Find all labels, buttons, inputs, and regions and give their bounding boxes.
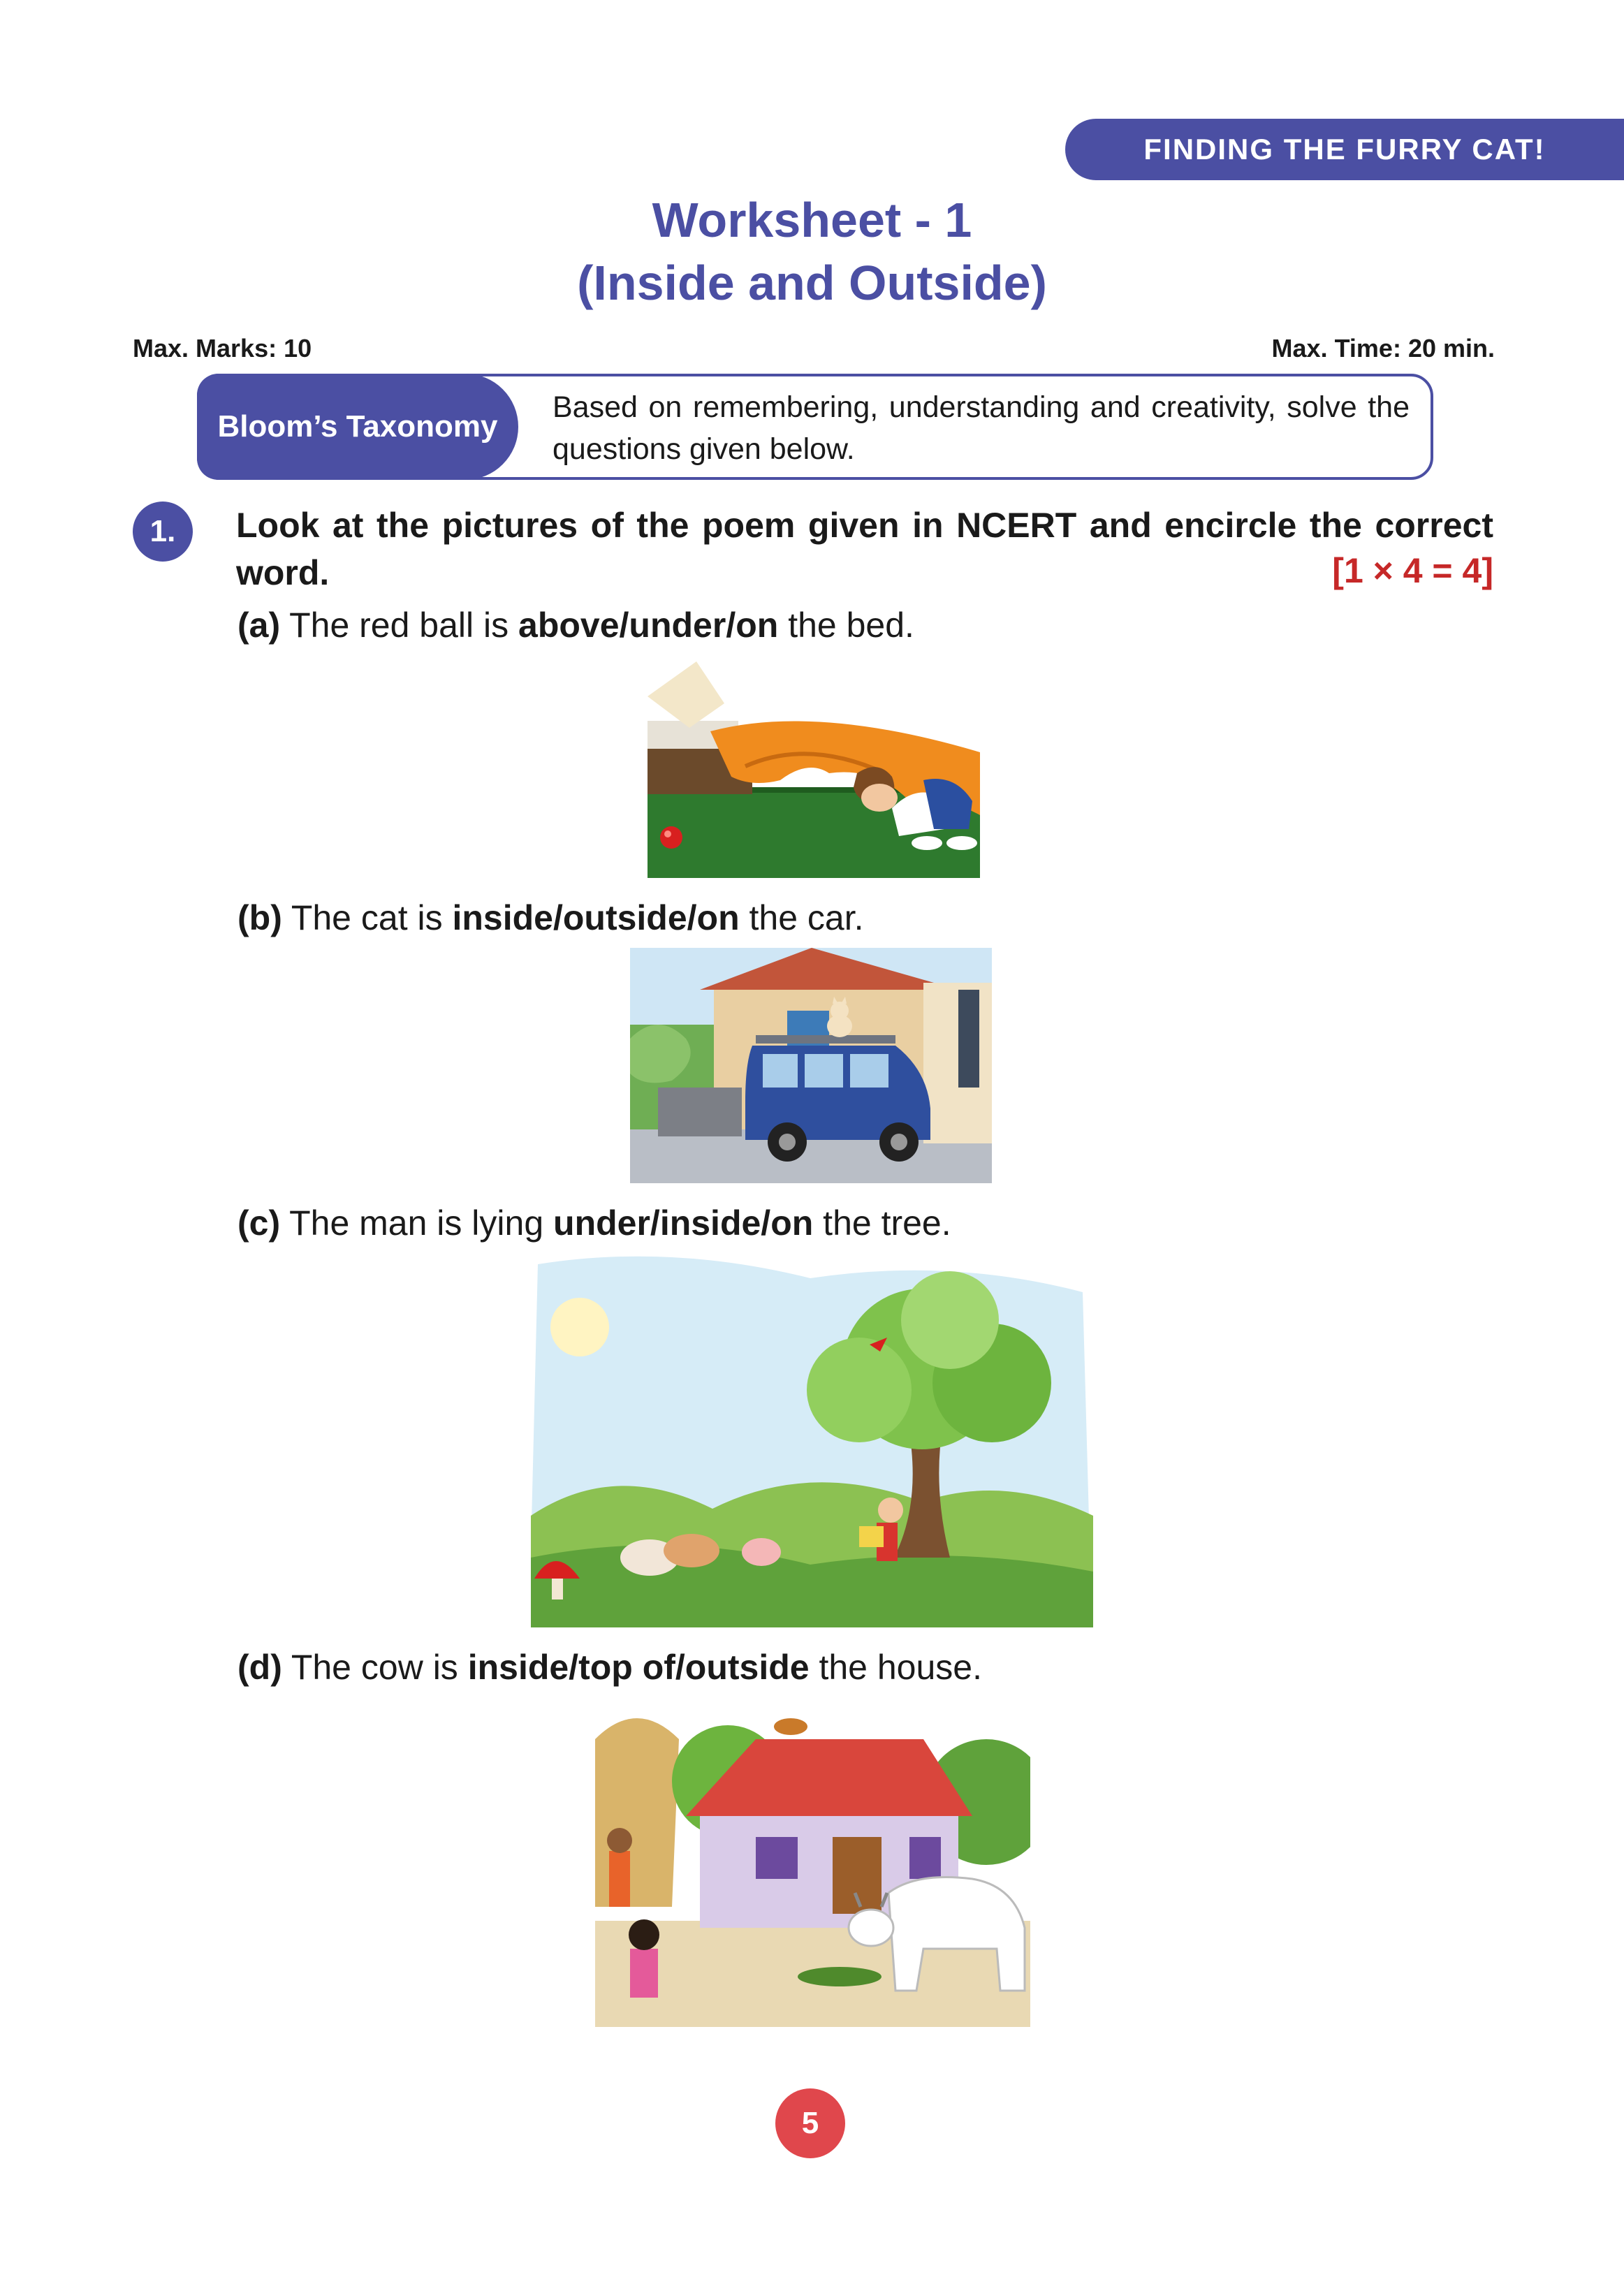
sub-question-text: the tree.: [813, 1203, 951, 1243]
bloom-taxonomy-box: [197, 374, 1433, 480]
chapter-tab: FINDING THE FURRY CAT!: [1065, 119, 1624, 180]
sub-question-d: [237, 1647, 982, 1688]
sub-question-text: the house.: [809, 1648, 982, 1687]
sub-question-letter: (d): [237, 1648, 282, 1687]
sub-question-text: The cat is: [281, 898, 453, 937]
house-cow-illustration: [595, 1697, 1030, 2027]
answer-options[interactable]: inside/outside/on: [452, 898, 740, 937]
worksheet-title: Worksheet - 1: [652, 193, 972, 247]
question-number: 1.: [133, 502, 193, 562]
question-text: Look at the pictures of the poem given in NCERT and encircle the correct word.: [236, 506, 1493, 592]
sub-question-letter: (b): [237, 898, 282, 937]
tree-man-illustration: [531, 1250, 1093, 1627]
sub-question-letter: (a): [237, 606, 281, 645]
bloom-taxonomy-label: Bloom’s Taxonomy: [197, 374, 518, 480]
sub-question-text: The man is lying: [280, 1203, 554, 1243]
answer-options[interactable]: above/under/on: [518, 606, 779, 645]
max-time: Max. Time: 20 min.: [1271, 334, 1495, 363]
bloom-taxonomy-text: Based on remembering, understanding and creativity, solve the questions given below.: [553, 390, 1410, 466]
page-number: 5: [775, 2088, 845, 2158]
sub-question-a: [237, 605, 914, 645]
sub-question-c: [237, 1203, 951, 1243]
bed-ball-illustration: [648, 654, 980, 878]
sub-question-text: the bed.: [778, 606, 914, 645]
sub-question-text: The red ball is: [280, 606, 519, 645]
car-cat-illustration: [630, 948, 992, 1183]
question-marks: [1 × 4 = 4]: [1332, 551, 1493, 590]
answer-options[interactable]: under/inside/on: [553, 1203, 814, 1243]
sub-question-letter: (c): [237, 1203, 281, 1243]
sub-question-text: The cow is: [281, 1648, 468, 1687]
sub-question-b: [237, 898, 864, 938]
max-marks: Max. Marks: 10: [133, 334, 312, 363]
sub-question-text: the car.: [739, 898, 864, 937]
worksheet-subtitle: (Inside and Outside): [577, 256, 1047, 310]
answer-options[interactable]: inside/top of/outside: [467, 1648, 810, 1687]
